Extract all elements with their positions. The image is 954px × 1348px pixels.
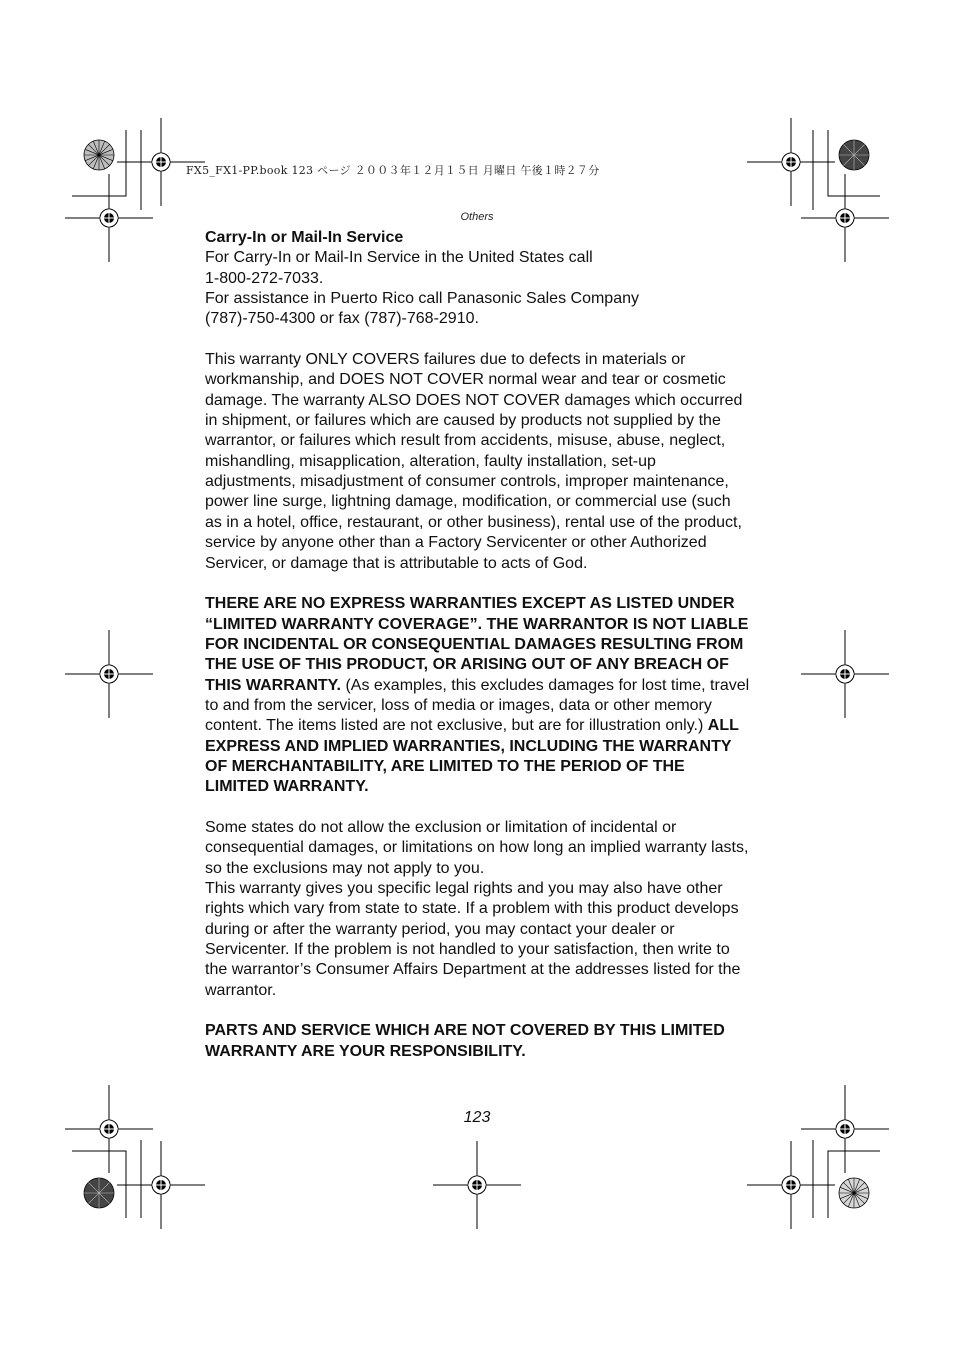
service-block — [205, 228, 750, 330]
express-bold-2: ALL EXPRESS AND IMPLIED WARRANTIES, INCLUDING THE WARRANTY OF MERCHANTABILITY, ARE LIMITED TO THE PERIOD OF THE LIMITED WARRANTY. — [205, 717, 739, 796]
service-us-line1: For Carry-In or Mail-In Service in the United States call — [205, 249, 593, 267]
coverage-paragraph: This warranty ONLY COVERS failures due to defects in materials or workmanship, and DOES NOT COVER normal wear and tear or cosmetic damage. The warranty ALSO DOES NOT COVER damages which occurred in shipment, or failures which are caused by products not supplied by the warrantor, or failures which result from accidents, misuse, abuse, neglect, mishandling, misapplication, alteration, faulty installation, set-up adjustments, misadjustment of consumer controls, improper maintenance, power line surge, lightning damage, modification, or commercial use (such as in a hotel, office, restaurant, or other business), rental use of the product, service by anyone other than a Factory Servicenter or other Authorized Servicer, or damage that is attributable to acts of God. — [205, 351, 743, 572]
responsibility-paragraph: PARTS AND SERVICE WHICH ARE NOT COVERED BY THIS LIMITED WARRANTY ARE YOUR RESPONSIBILITY. — [205, 1022, 725, 1060]
page-number: 123 — [463, 1109, 491, 1126]
warranty-text — [205, 228, 750, 1082]
service-heading: Carry-In or Mail-In Service — [205, 229, 404, 246]
print-header: FX5_FX1-PP.book 123 ページ ２００３年１２月１５日 月曜日 午後１時２７分 — [186, 164, 600, 177]
service-pr-line1: For assistance in Puerto Rico call Panasonic Sales Company — [205, 290, 639, 308]
rights-paragraph: This warranty gives you specific legal rights and you may also have other rights which vary from state to state. If a problem with this product develops during or after the warranty period, you may contact your dealer or Servicenter. If the problem is not handled to your satisfaction, then write to the warrantor’s Consumer Affairs Department at the addresses listed for the warrantor. — [205, 880, 741, 999]
express-bold-1: THERE ARE NO EXPRESS WARRANTIES EXCEPT AS LISTED UNDER “LIMITED WARRANTY COVERAGE”. THE WARRANTOR IS NOT LIABLE FOR INCIDENTAL OR CONSEQUENTIAL DAMAGES RESULTING FROM THE USE OF THIS PRODUCT, OR ARISING OUT OF ANY BREACH OF THIS WARRANTY. — [205, 595, 749, 694]
states-paragraph: Some states do not allow the exclusion or limitation of incidental or consequential damages, or limitations on how long an implied warranty lasts, so the exclusions may not apply to you. — [205, 818, 749, 877]
section-label: Others — [460, 211, 494, 223]
service-us-line2: 1-800-272-7033. — [205, 269, 324, 287]
express-warranty-paragraph — [205, 594, 750, 797]
express-normal: (As examples, this excludes damages for lost time, travel to and from the servicer, loss of media or images, data or other memory content. The items listed are not exclusive, but are for illustration only.) — [205, 676, 750, 735]
service-pr-line2: (787)-750-4300 or fax (787)-768-2910. — [205, 310, 479, 328]
